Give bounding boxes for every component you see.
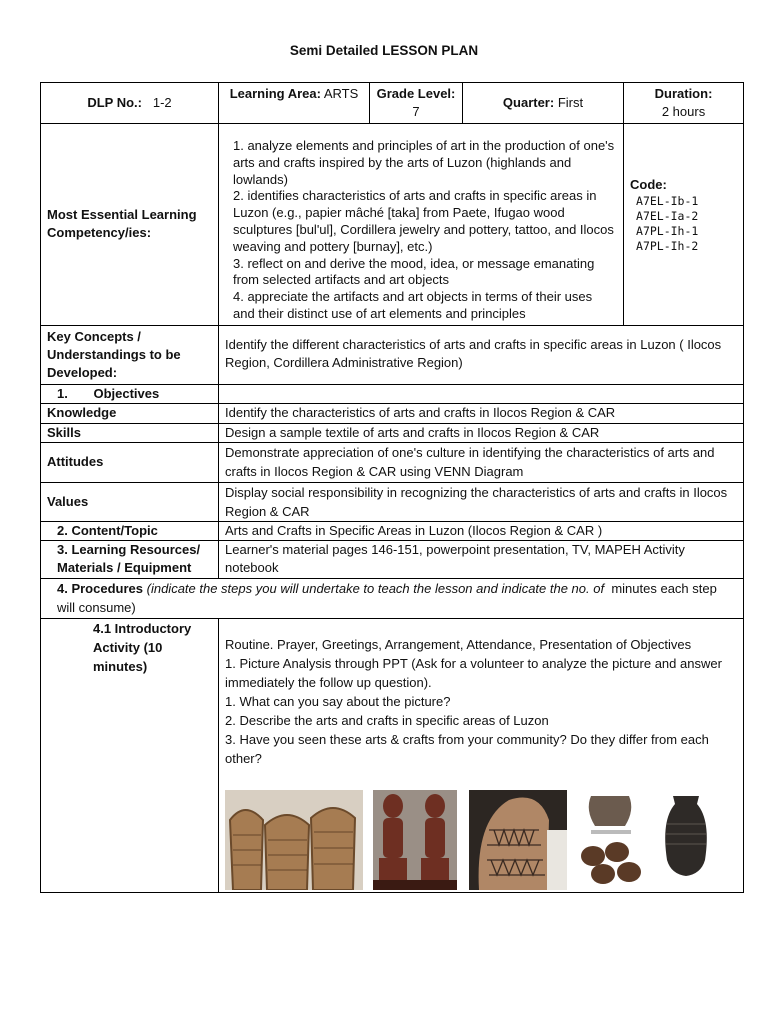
knowledge-value: Identify the characteristics of arts and crafts in Ilocos Region & CAR xyxy=(219,403,744,423)
header-row xyxy=(41,83,744,124)
quarter-label: Quarter: xyxy=(502,95,555,110)
intro-routine: Routine. Prayer, Greetings, Arrangement, Attendance, Presentation of Objectives xyxy=(225,636,692,652)
code-list xyxy=(630,194,737,254)
duration-cell xyxy=(624,83,744,124)
quarter-value: First xyxy=(557,95,584,110)
burnay-jar-image xyxy=(657,790,715,890)
key-concepts-row xyxy=(41,325,744,384)
procedures-row xyxy=(41,578,744,618)
pottery-image xyxy=(577,790,649,890)
objectives-label xyxy=(41,384,219,403)
code-item: A7EL-Ib-1 xyxy=(636,194,699,208)
tattoo-image xyxy=(469,790,567,890)
picture-strip xyxy=(225,790,737,890)
code-label: Code: xyxy=(630,177,667,192)
grade-level-cell xyxy=(370,83,463,124)
content-row xyxy=(41,521,744,540)
competency-item: 4. appreciate the artifacts and art objects in terms of their uses and their distinct use of art elements and principles xyxy=(233,289,593,321)
intro-picture-analysis: 1. Picture Analysis through PPT (Ask for a volunteer to analyze the picture and answer immediately the follow up question). xyxy=(225,655,722,690)
competency-label: Most Essential Learning Competency/ies: xyxy=(41,124,219,326)
objectives-title: Objectives xyxy=(93,385,160,401)
intro-label-text: 4.1 Introductory Activity (10 minutes) xyxy=(93,620,192,674)
intro-row xyxy=(41,618,744,892)
dlp-label: DLP No.: xyxy=(87,95,142,110)
grade-level-label: Grade Level: xyxy=(376,86,456,101)
skills-label: Skills xyxy=(41,423,219,442)
objectives-row xyxy=(41,384,744,403)
skills-value: Design a sample textile of arts and crafts in Ilocos Region & CAR xyxy=(219,423,744,442)
page-title: Semi Detailed LESSON PLAN xyxy=(289,43,479,58)
dlp-cell xyxy=(41,83,219,124)
intro-question: 3. Have you seen these arts & crafts from your community? Do they differ from each other? xyxy=(225,731,709,766)
resources-label: 3. Learning Resources/ Materials / Equipment xyxy=(41,540,219,578)
intro-question: 1. What can you say about the picture? xyxy=(225,693,451,709)
learning-area-label: Learning Area: xyxy=(229,86,321,101)
content-label: 2. Content/Topic xyxy=(41,521,219,540)
lesson-plan-table xyxy=(40,82,744,893)
intro-label xyxy=(41,618,219,892)
duration-label: Duration: xyxy=(654,86,713,101)
competency-list xyxy=(219,124,624,326)
code-item: A7EL-Ia-2 xyxy=(636,209,699,223)
competency-item: 1. analyze elements and principles of art in the production of one's arts and crafts inspired by the arts of Luzon (highlands and lowlands) xyxy=(233,138,615,187)
code-item: A7PL-Ih-1 xyxy=(636,224,699,238)
quarter-cell xyxy=(463,83,624,124)
values-label: Values xyxy=(41,482,219,521)
values-value: Display social responsibility in recognizing the characteristics of arts and crafts in Ilocos Region & CAR xyxy=(219,482,744,521)
competency-item: 2. identifies characteristics of arts and crafts in specific areas in Luzon (e.g., papier mâché [taka] from Paete, Ifugao wood sculptures [bul'ul], Cordillera jewelry and pottery, tattoo, and Ilocos weaving and pottery [burnay], etc.) xyxy=(233,188,614,254)
attitudes-value: Demonstrate appreciation of one's culture in identifying the characteristics of arts and crafts in Ilocos Region & CAR using VENN Diagram xyxy=(219,442,744,482)
dlp-value: 1-2 xyxy=(152,95,172,110)
intro-content xyxy=(219,618,744,892)
duration-value: 2 hours xyxy=(661,104,706,119)
procedures-note-end: minutes each step will consume) xyxy=(57,580,717,615)
attitudes-label: Attitudes xyxy=(41,442,219,482)
resources-value: Learner's material pages 146-151, powerpoint presentation, TV, MAPEH Activity notebook xyxy=(219,540,744,578)
values-row xyxy=(41,482,744,521)
procedures-cell xyxy=(41,578,744,618)
procedures-note: (indicate the steps you will undertake to teach the lesson and indicate the no. of xyxy=(146,580,605,596)
skills-row xyxy=(41,423,744,442)
objectives-empty xyxy=(219,384,744,403)
procedures-label: 4. Procedures xyxy=(57,580,143,596)
competency-item: 3. reflect on and derive the mood, idea, or message emanating from selected artifacts and art objects xyxy=(233,255,595,288)
content-value: Arts and Crafts in Specific Areas in Luzon (Ilocos Region & CAR ) xyxy=(219,521,744,540)
resources-row xyxy=(41,540,744,578)
objectives-number: 1. xyxy=(57,385,68,401)
key-concepts-label: Key Concepts / Understandings to be Developed: xyxy=(41,325,219,384)
key-concepts-value: Identify the different characteristics of arts and crafts in specific areas in Luzon ( Ilocos Region, Cordillera Administrative Region) xyxy=(219,325,744,384)
code-item: A7PL-Ih-2 xyxy=(636,239,699,253)
attitudes-row xyxy=(41,442,744,482)
learning-area-cell xyxy=(219,83,370,124)
learning-area-value: ARTS xyxy=(323,86,359,101)
baskets-image xyxy=(225,790,363,890)
grade-level-value: 7 xyxy=(412,104,420,119)
competency-row xyxy=(41,124,744,326)
bulul-image xyxy=(373,790,457,890)
knowledge-label: Knowledge xyxy=(41,403,219,423)
knowledge-row xyxy=(41,403,744,423)
code-cell xyxy=(624,124,744,326)
intro-question: 2. Describe the arts and crafts in specific areas of Luzon xyxy=(225,712,549,728)
